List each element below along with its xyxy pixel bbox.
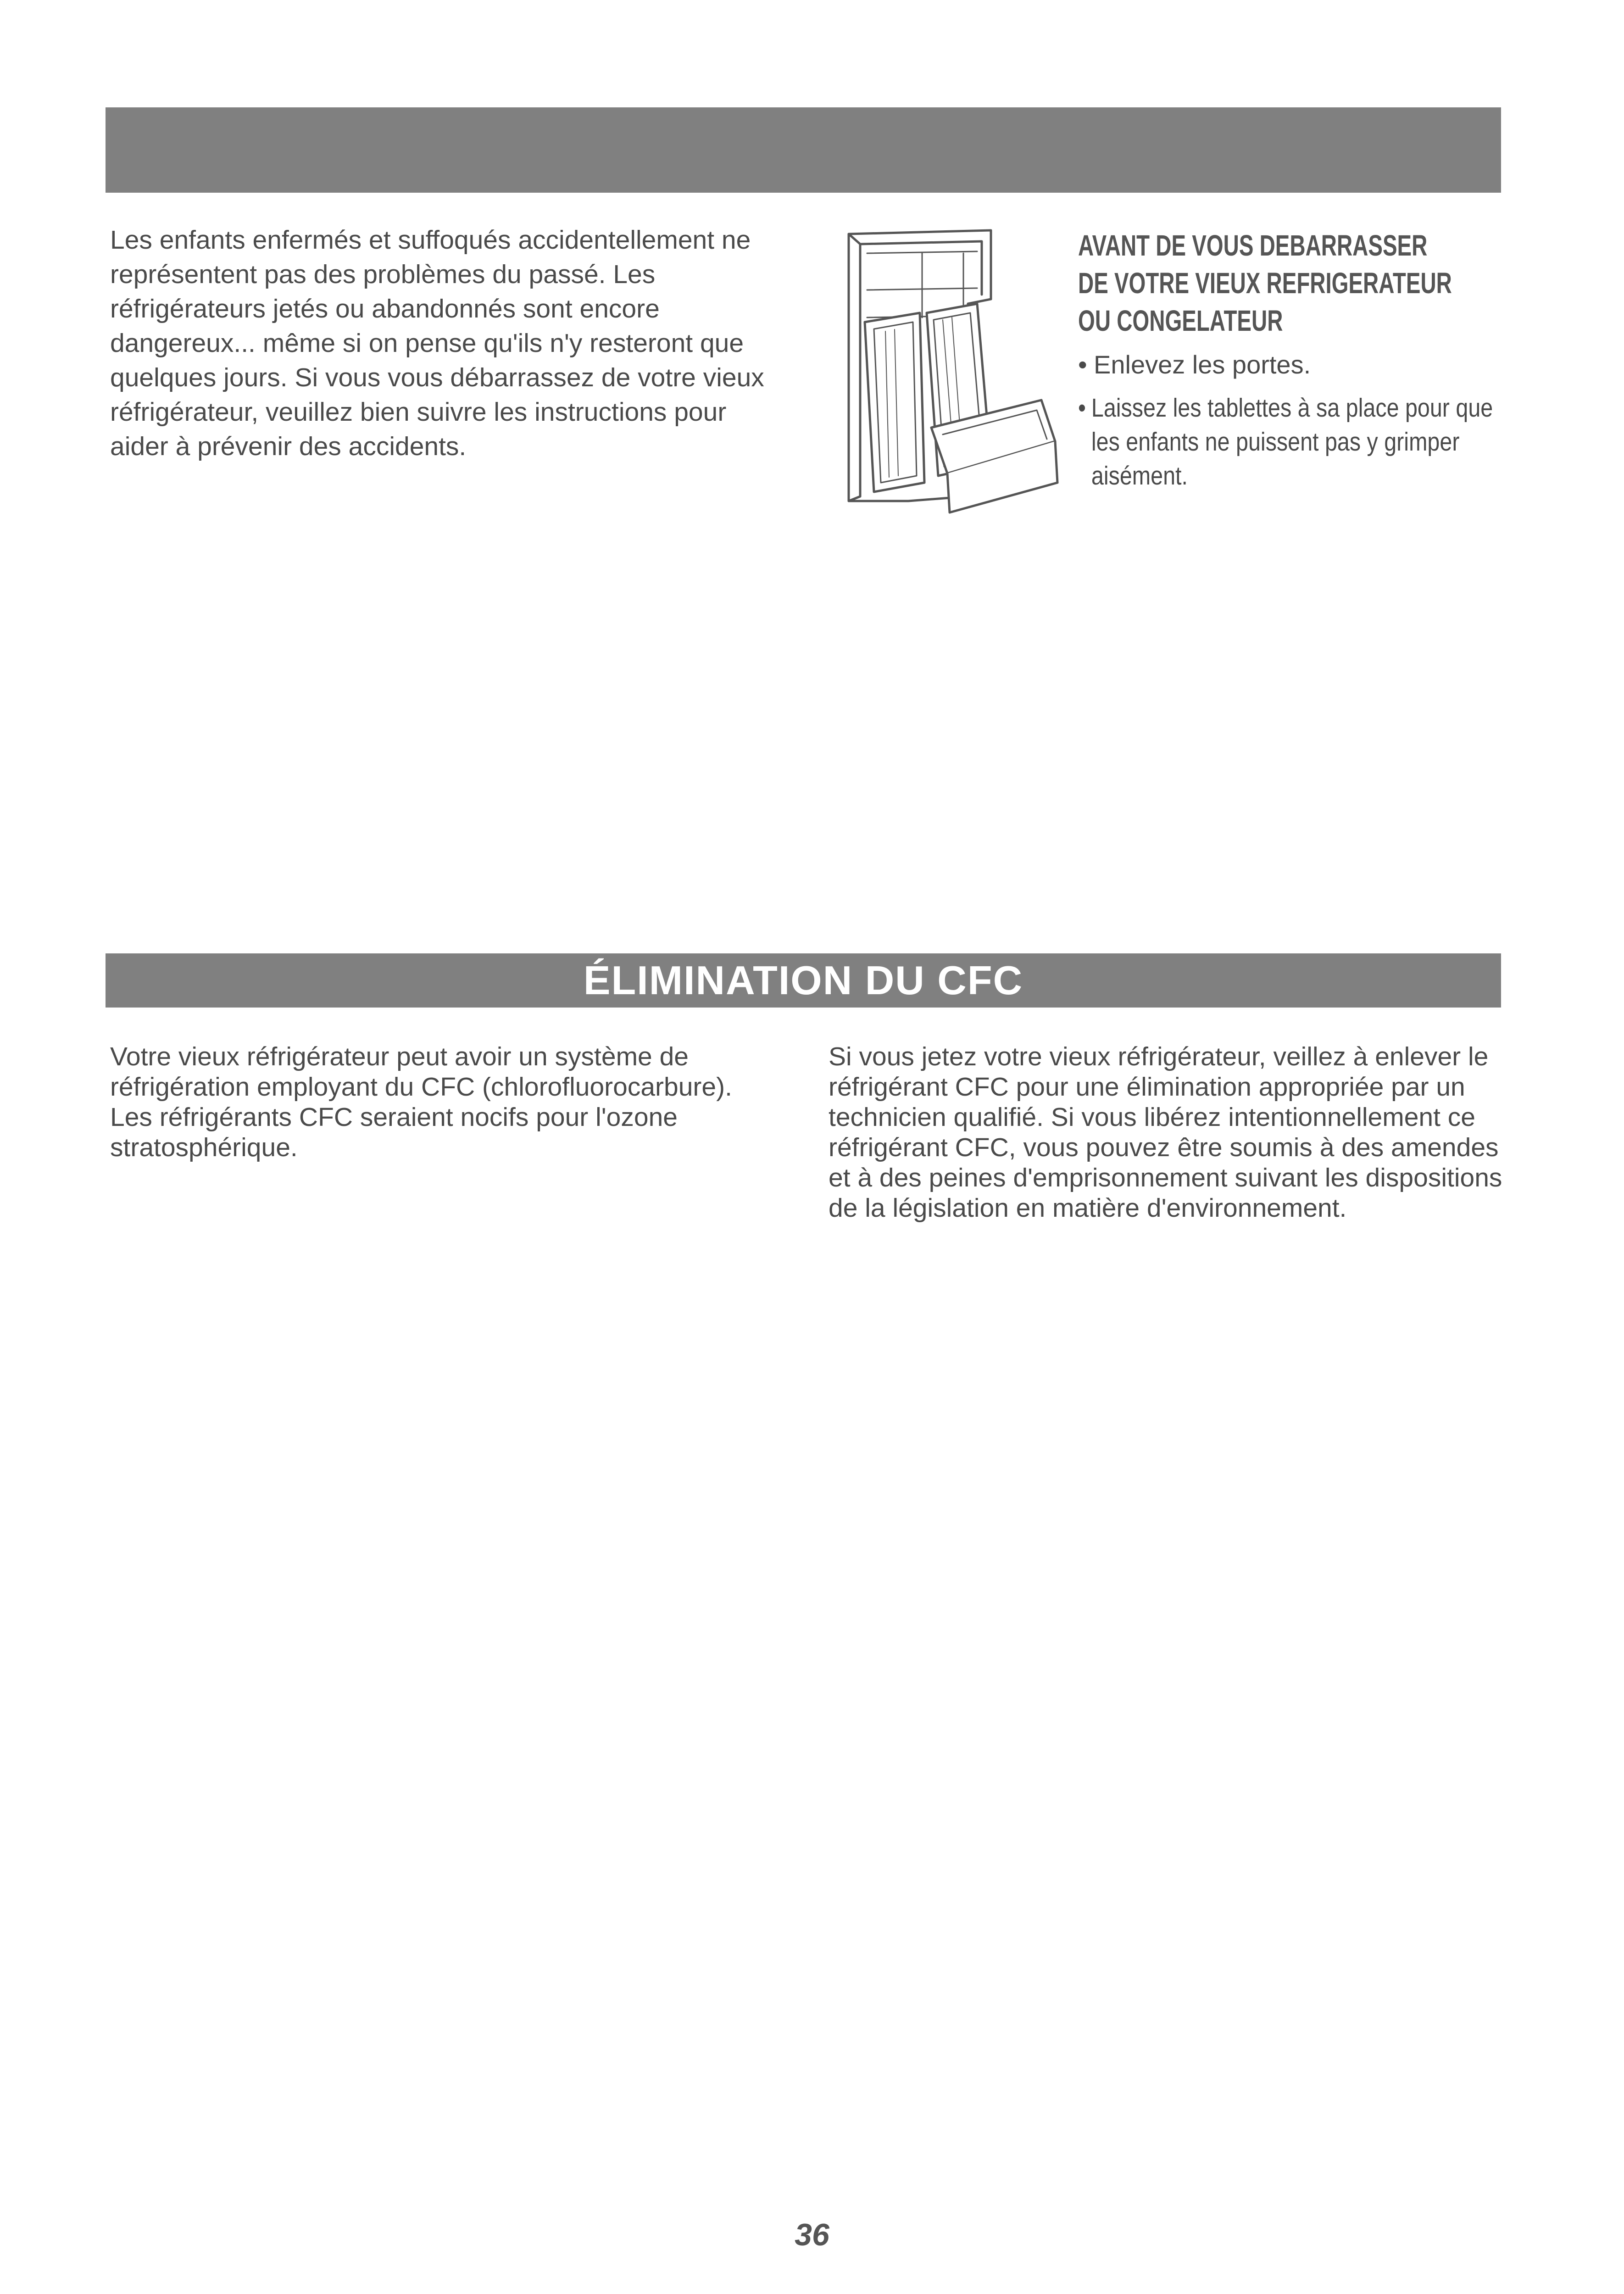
disposal-heading-line: DE VOTRE VIEUX REFRIGERATEUR	[1078, 267, 1452, 300]
instruction-text: Laissez les tablettes à sa place pour que les enfants ne puissent pas y grimper aisément.	[1091, 393, 1493, 490]
page-number: 36	[795, 2217, 829, 2252]
bullet-icon: •	[1078, 393, 1086, 423]
disposal-heading-line: OU CONGELATEUR	[1078, 304, 1283, 337]
cfc-left-paragraph: Votre vieux réfrigérateur peut avoir un système de réfrigération employant du CFC (chlorofluorocarbure). Les réfrigérants CFC seraient nocifs pour l'ozone stratosphérique.	[110, 1042, 732, 1162]
instruction-item	[1078, 391, 1514, 493]
disposal-instructions	[1078, 349, 1514, 493]
cfc-section-header	[106, 953, 1501, 1008]
cfc-section-title: ÉLIMINATION DU CFC	[583, 958, 1023, 1003]
disposal-heading-line: AVANT DE VOUS DEBARRASSER	[1078, 229, 1428, 262]
instruction-item	[1078, 349, 1514, 381]
refrigerator-doors-removed-illustration	[840, 226, 1064, 519]
intro-paragraph: Les enfants enfermés et suffoqués accidentellement ne représentent pas des problèmes du passé. Les réfrigérateurs jetés ou abandonnés sont encore dangereux... même si on pense qu'ils n'y resteront que quelques jours. Si vous vous débarrassez de votre vieux réfrigérateur, veuillez bien suivre les instructions pour aider à prévenir des accidents.	[110, 225, 764, 461]
cfc-right-paragraph: Si vous jetez votre vieux réfrigérateur, veillez à enlever le réfrigérant CFC pour une élimination appropriée par un technicien qualifié. Si vous libérez intentionnellement ce réfrigérant CFC, vous pouvez être soumis à des amendes et à des peines d'emprisonnement suivant les dispositions de la législation en matière d'environnement.	[829, 1042, 1502, 1223]
bullet-icon: •	[1078, 350, 1087, 379]
instruction-text: Enlevez les portes.	[1094, 350, 1311, 379]
section-header-bar	[106, 107, 1501, 193]
disposal-heading	[1078, 227, 1509, 340]
